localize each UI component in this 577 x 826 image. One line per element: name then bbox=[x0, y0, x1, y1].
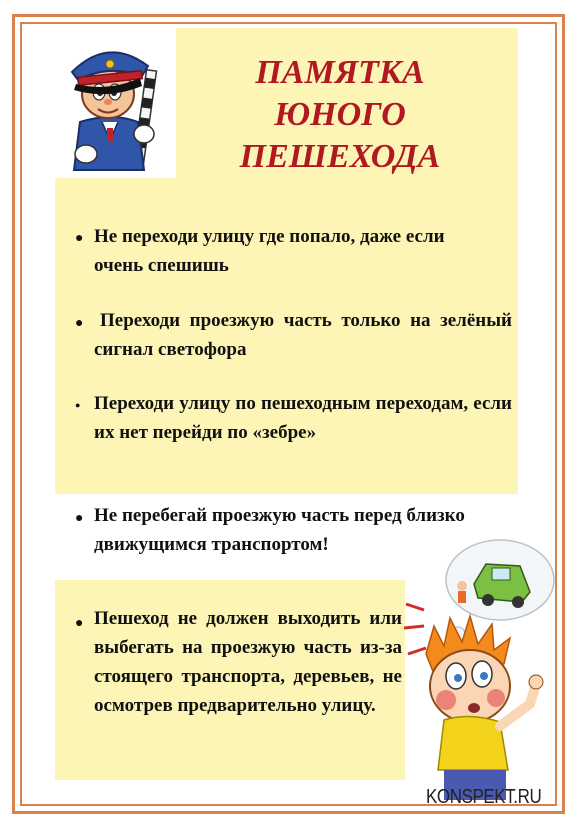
bullet-icon: ● bbox=[75, 511, 84, 526]
title-line-2: ЮНОГО bbox=[274, 96, 406, 133]
rule-item-2: Переходи проезжую часть только на зелёный сигнал светофора bbox=[94, 310, 512, 360]
title-line-1: ПАМЯТКА bbox=[255, 54, 425, 91]
title-line-3: ПЕШЕХОДА bbox=[239, 138, 441, 175]
bullet-icon: ● bbox=[75, 231, 84, 246]
rule-item-5: Пешеход не должен выходить или выбегать на проезжую часть из-за стоящего транспорта, деревьев, не осмотрев предварительно улицу. bbox=[94, 608, 402, 716]
traffic-officer-illustration bbox=[52, 30, 176, 178]
rule-item-3: Переходи улицу по пешеходным переходам, если их нет перейди по «зебре» bbox=[94, 393, 512, 443]
rule-item-4: Не перебегай проезжую часть перед близко движущимся транспортом! bbox=[94, 505, 465, 555]
bullet-icon: ● bbox=[75, 616, 84, 631]
page-title bbox=[215, 52, 465, 178]
bullet-icon: ● bbox=[75, 316, 84, 331]
bullet-icon: ● bbox=[75, 400, 81, 410]
boy-traffic-scene-illustration bbox=[404, 534, 556, 804]
rule-item-1: Не переходи улицу где попало, даже если очень спешишь bbox=[94, 226, 445, 276]
watermark: KONSPEKT.RU bbox=[426, 786, 542, 808]
